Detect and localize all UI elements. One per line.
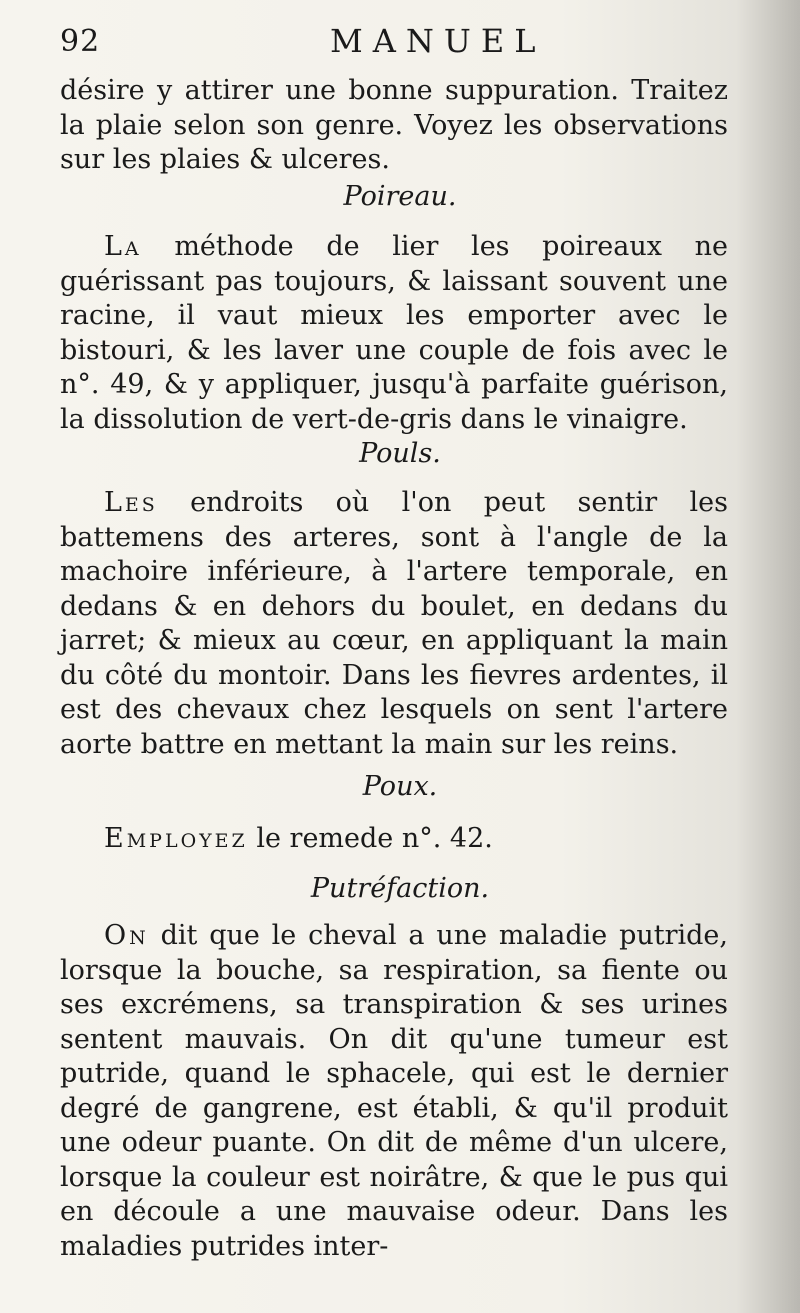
running-title: MANUEL xyxy=(330,22,546,60)
paragraph-lead: La xyxy=(104,231,142,262)
section-heading-pouls: Pouls. xyxy=(359,438,441,469)
paragraph-poireau xyxy=(60,230,728,437)
paragraph-text: désire y attirer une bonne suppuration. Traitez la plaie selon son genre. Voyez les observations sur les plaies & ulceres. xyxy=(60,75,728,175)
paragraph-lead: Employez xyxy=(104,823,248,854)
paragraph-pouls xyxy=(60,486,728,762)
paragraph-text: le remede n°. 42. xyxy=(247,823,493,854)
paragraph-lead: On xyxy=(104,920,149,951)
page-number: 92 xyxy=(60,24,101,59)
paragraph-text: endroits où l'on peut sentir les battemens des arteres, sont à l'angle de la machoire inférieure, à l'artere temporale, en dedans & en dehors du boulet, en dedans du jarret; & mieux au cœur, en appliquant la main du côté du montoir. Dans les fievres ardentes, il est des chevaux chez lesquels on sent l'artere aorte battre en mettant la main sur les reins. xyxy=(60,487,728,760)
page-header xyxy=(58,22,728,62)
paragraph-putrefaction xyxy=(60,919,728,1264)
section-heading-poireau: Poireau. xyxy=(343,181,457,212)
paragraph-poux xyxy=(60,822,728,857)
section-heading-poux: Poux. xyxy=(362,771,438,802)
paragraph-text: méthode de lier les poireaux ne guérissant pas toujours, & laissant souvent une racine, il vaut mieux les emporter avec le bistouri, & les laver une couple de fois avec le n°. 49, & y appliquer, jusqu'à parfaite guérison, la dissolution de vert-de-gris dans le vinaigre. xyxy=(60,231,728,435)
paragraph-text: dit que le cheval a une maladie putride, lorsque la bouche, sa respiration, sa fiente ou ses excrémens, sa transpiration & ses urines sentent mauvais. On dit qu'une tumeur est putride, quand le sphacele, qui est le dernier degré de gangrene, est établi, & qu'il produit une odeur puante. On dit de même d'un ulcere, lorsque la couleur est noirâtre, & que le pus qui en découle a une mauvaise odeur. Dans les maladies putrides inter- xyxy=(60,920,728,1262)
paragraph-lead: Les xyxy=(104,487,158,518)
section-heading-putrefaction: Putréfaction. xyxy=(310,873,490,904)
paragraph-continuation xyxy=(60,74,728,178)
